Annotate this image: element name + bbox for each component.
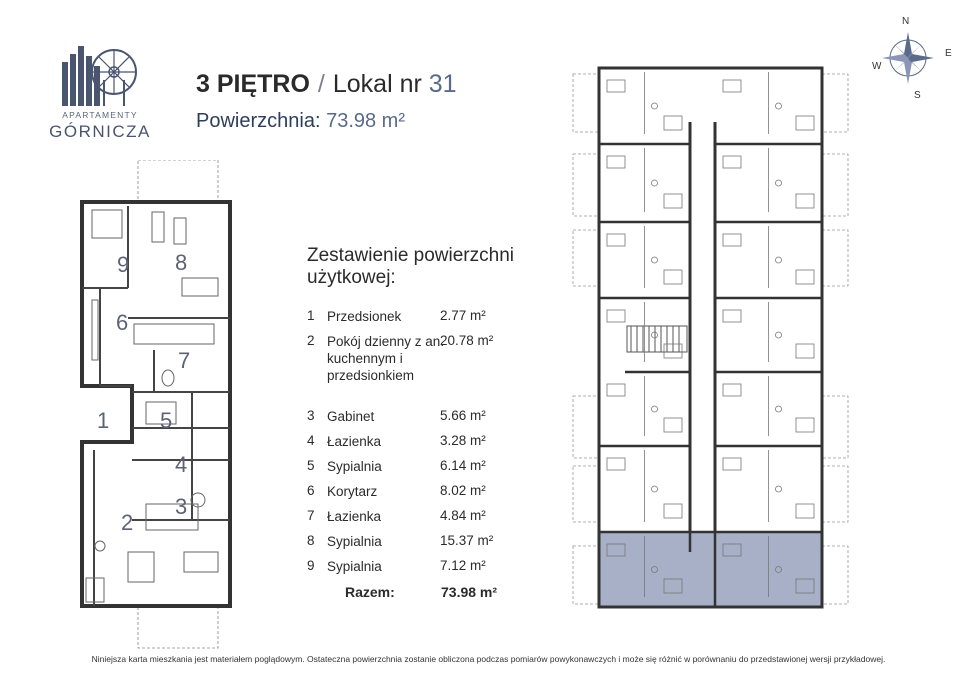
room-number: 3 <box>307 408 315 423</box>
furniture <box>664 116 682 130</box>
room-row <box>307 483 537 508</box>
furniture <box>607 310 625 322</box>
room-name: Sypialnia <box>327 559 382 574</box>
page-title <box>196 70 457 99</box>
room-list <box>307 308 537 583</box>
room-name: Pokój dzienny z an. kuchennym i przedsionkiem <box>327 334 445 383</box>
furniture <box>607 80 625 92</box>
room-area: 7.12 m² <box>440 558 486 573</box>
logo-title: GÓRNICZA <box>49 122 151 141</box>
room-label-1: 1 <box>97 408 110 433</box>
furniture <box>607 234 625 246</box>
room-row <box>307 558 537 583</box>
room-area: 4.84 m² <box>440 508 486 523</box>
furniture <box>664 194 682 208</box>
room-area: 8.02 m² <box>440 483 486 498</box>
room-name: Łazienka <box>327 509 382 524</box>
furniture <box>723 384 741 396</box>
room-row <box>307 433 537 458</box>
area-value: 73.98 m² <box>326 110 406 132</box>
fixture <box>776 332 782 338</box>
unit-label: Lokal nr <box>332 70 422 98</box>
room-area: 2.77 m² <box>440 308 486 323</box>
room-name: Przedsionek <box>327 309 402 324</box>
fixture <box>776 257 782 263</box>
room-name: Sypialnia <box>327 459 382 474</box>
summary-title: Zestawienie powierzchni użytkowej: <box>307 245 514 288</box>
logo <box>48 40 151 150</box>
room-row <box>307 533 537 558</box>
compass <box>874 18 960 100</box>
total-label: Razem: <box>345 584 395 600</box>
total-value: 73.98 m² <box>441 584 498 600</box>
area-label: Powierzchnia: <box>196 110 321 132</box>
room-row <box>307 508 537 533</box>
room-row <box>307 333 537 408</box>
furniture <box>796 116 814 130</box>
room-name: Łazienka <box>327 434 382 449</box>
disclaimer-footnote: Niniejsza karta mieszkania jest materiałem poglądowym. Ostateczna powierzchnia zostanie obliczona podczas pomiarów powykonawczych i może się różnić w porównaniu do przedstawionej wersji przykładowej. <box>91 654 886 664</box>
logo-subtitle: APARTAMENTY <box>62 110 138 120</box>
area-line <box>196 110 405 133</box>
room-row <box>307 308 537 333</box>
room-label-9: 9 <box>117 252 130 277</box>
logo-emblem-icon <box>48 40 152 110</box>
unit-number: 31 <box>428 70 457 98</box>
room-label-2: 2 <box>121 510 134 535</box>
furniture <box>723 80 741 92</box>
room-row <box>307 458 537 483</box>
room-number: 9 <box>307 558 315 573</box>
room-label-8: 8 <box>175 250 188 275</box>
compass-w: W <box>872 61 882 72</box>
compass-n: N <box>902 16 910 27</box>
unit-floor-plan <box>80 160 250 650</box>
furniture <box>796 194 814 208</box>
floor-plan-drawing <box>80 160 250 650</box>
room-number: 7 <box>307 508 315 523</box>
room-label-7: 7 <box>178 348 191 373</box>
furniture <box>664 504 682 518</box>
room-name: Korytarz <box>327 484 378 499</box>
furniture <box>723 310 741 322</box>
room-label-3: 3 <box>175 494 188 519</box>
furniture <box>723 458 741 470</box>
compass-s: S <box>914 90 921 101</box>
room-row <box>307 408 537 433</box>
room-area: 6.14 m² <box>440 458 486 473</box>
fixture <box>652 103 658 109</box>
furniture <box>796 504 814 518</box>
compass-e: E <box>945 48 952 59</box>
building-plan-drawing <box>565 62 850 617</box>
fixture <box>776 486 782 492</box>
fixture <box>776 180 782 186</box>
room-number: 4 <box>307 433 315 448</box>
room-area: 5.66 m² <box>440 408 486 423</box>
room-number: 2 <box>307 333 315 348</box>
room-number: 1 <box>307 308 315 323</box>
furniture <box>796 418 814 432</box>
room-number: 8 <box>307 533 315 548</box>
furniture <box>607 384 625 396</box>
furniture <box>723 234 741 246</box>
room-name: Gabinet <box>327 409 375 424</box>
title-separator: / <box>317 70 325 98</box>
fixture <box>652 486 658 492</box>
highlighted-unit <box>599 532 822 607</box>
compass-rose-icon <box>874 18 960 100</box>
furniture <box>796 270 814 284</box>
furniture <box>723 156 741 168</box>
total-row <box>345 584 505 600</box>
room-name: Sypialnia <box>327 534 382 549</box>
stairwell <box>627 326 687 352</box>
room-area: 3.28 m² <box>440 433 486 448</box>
fixture <box>776 103 782 109</box>
room-area: 15.37 m² <box>440 533 494 548</box>
fixture <box>776 406 782 412</box>
room-number: 6 <box>307 483 315 498</box>
room-label-5: 5 <box>160 408 173 433</box>
furniture <box>664 270 682 284</box>
furniture <box>664 418 682 432</box>
fixture <box>652 406 658 412</box>
furniture <box>607 458 625 470</box>
fixture <box>652 257 658 263</box>
floor-label: 3 PIĘTRO <box>196 70 310 98</box>
building-floor-plan <box>565 62 850 617</box>
fixture <box>652 180 658 186</box>
room-label-6: 6 <box>116 310 129 335</box>
furniture <box>796 344 814 358</box>
room-number: 5 <box>307 458 315 473</box>
room-label-4: 4 <box>175 452 188 477</box>
room-area: 20.78 m² <box>440 333 494 348</box>
furniture <box>607 156 625 168</box>
